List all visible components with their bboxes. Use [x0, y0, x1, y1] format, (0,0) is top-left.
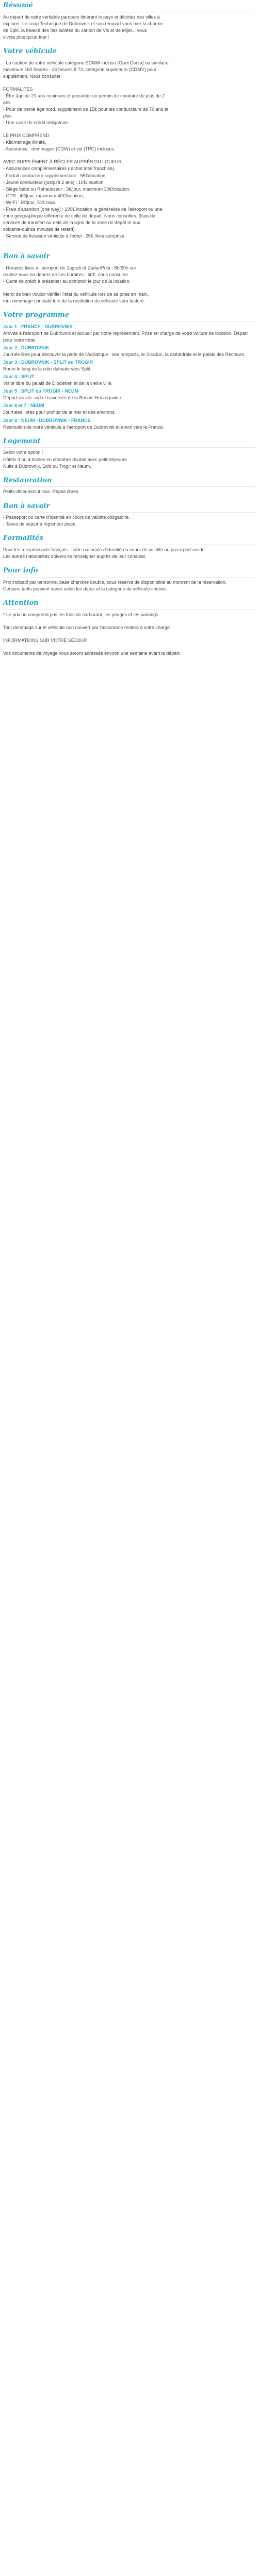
day-title: Jour 5 : SPLIT ou TROGIR - NEUM: [3, 388, 78, 394]
formalites-line: Les autres nationalités doivent se renseigner auprès de leur consulat.: [3, 554, 147, 560]
restauration-line: Petits-déjeuners inclus. Repas libres.: [3, 489, 80, 495]
resume-line: Au départ de cette véritable parcours itinérant le pays et décidez des villes à: [3, 14, 160, 20]
attention-line: [3, 644, 255, 650]
bon-a-savoir-line: - Passeport ou carte d'identité en cours de validité obligatoire.: [3, 515, 130, 520]
section-logement: [3, 437, 255, 470]
attention-line: Tout dommage sur le véhicule non couvert par l'assurance restera à votre charge.: [3, 625, 171, 631]
day-title: Jour 3 : DUBROVNIK - SPLIT ou TROGIR: [3, 360, 93, 365]
resume-line: de Split, la beauté des îles isolées du canton de Vis et de Mljet... vous: [3, 27, 147, 33]
logement-line: Nuits à Dubrovnik, Split ou Trogir et Neum.: [3, 463, 91, 469]
day-desc: Route le long de la côte dalmate vers Split.: [3, 366, 92, 372]
pour-info-line: Prix indicatif par personne, base chambre double, sous réserve de disponibilité au moment de la réservation.: [3, 580, 227, 585]
vehicule-line: - Siège bébé ou Rehausseur : 3€/jour, maximum 30€/location,: [3, 186, 131, 192]
vehicule-line: services de transfert au-delà de la ligne de la zone de dépôt et aux: [3, 219, 140, 225]
section-title-pour-info: Pour info: [3, 566, 255, 578]
vehicule-line: - La caution de votre véhicule catégorie ECMW incluse (Opel Corsa) ou similaire: [3, 60, 169, 65]
vehicule-line: - Forfait conducteur supplémentaire : 55€/location,: [3, 173, 107, 178]
day-item: [3, 374, 255, 387]
bon-a-savoir-line: Merci de bien vouloir vérifier l'état du véhicule lors de sa prise en main,: [3, 291, 149, 297]
pour-info-line: Certains tarifs peuvent varier selon les dates et la catégorie de véhicule choisie.: [3, 586, 167, 592]
section-title-logement: Logement: [3, 437, 255, 448]
section-vehicule: [3, 47, 255, 246]
vehicule-line: [3, 126, 255, 132]
resume-line: vivrez plus qu'un tour !: [3, 34, 50, 40]
logement-line: Selon votre option :: [3, 450, 43, 455]
section-title-formalites: Formalités: [3, 534, 255, 545]
day-item: [3, 324, 255, 344]
vehicule-line: - Service de livraison véhicule à l'hôtel : 25€ /livraison/prise.: [3, 233, 126, 239]
section-title-programme: Votre programme: [3, 311, 255, 322]
day-list: [3, 324, 255, 431]
resume-text: [3, 14, 255, 41]
day-desc: Restitution de votre véhicule à l'aéroport de Dubrovnik et envol vers la France.: [3, 424, 164, 430]
attention-line: Vos documents de voyage vous seront adressés environ une semaine avant le départ.: [3, 651, 181, 656]
vehicule-line: - Wi-Fi : 5€/jour, 51€ max.: [3, 199, 57, 205]
vehicule-line: [3, 152, 255, 159]
vehicule-line: - Pour de trente âge nord. supplément de 15€ pour les conducteurs de 70 ans et: [3, 107, 169, 112]
attention-text: [3, 612, 255, 657]
day-desc: Départ vers le sud et traversée de la Bosnie-Herzégovine.: [3, 395, 123, 401]
day-title: Jour 4 : SPLIT: [3, 374, 35, 380]
day-title: Jour 2 : DUBROVNIK: [3, 345, 50, 351]
section-formalites: [3, 534, 255, 560]
bon-a-savoir-line: rendez-vous en dehors de ces horaires : 40€, nous consulter.: [3, 272, 130, 277]
section-programme: [3, 311, 255, 431]
section-resume: [3, 1, 255, 41]
section-restauration: [3, 476, 255, 496]
vehicule-line: - Une carte de crédit obligatoire: [3, 120, 68, 126]
vehicule-line: plus.: [3, 113, 13, 119]
restauration-text: [3, 488, 255, 495]
vehicule-line: LE PRIX COMPREND: [3, 133, 50, 139]
attention-line: INFORMATIONS SUR VOTRE SÉJOUR: [3, 638, 87, 643]
day-desc: Arrivée à l'aéroport de Dubrovnik et accueil par notre représentant. Prise en charge de votre voiture de location. Départ pour votre hôtel.: [3, 330, 248, 343]
vehicule-line: - Frais d'abandon (one way) : 100€ location la généralisé de l'aéroport ou une: [3, 206, 163, 212]
bon-a-savoir-line: - Taxes de séjour à régler sur place.: [3, 521, 77, 527]
section-bon-a-savoir: [3, 502, 255, 528]
vehicule-line: - Assurance : dommages (CDW) et vol (TPC) incluses.: [3, 146, 116, 152]
vehicule-line: ans: [3, 100, 11, 106]
vehicule-line: - Kilométrage illimité,: [3, 140, 46, 145]
day-item: [3, 359, 255, 372]
section-title-attention: Attention: [3, 599, 255, 610]
vehicule-line: [3, 80, 255, 86]
day-title: Jour 1 : FRANCE - DUBROVNIK: [3, 324, 73, 329]
day-item: [3, 402, 255, 416]
bon-a-savoir-line: - Carte de crédit à présenter au comptoir le jour de la location.: [3, 278, 131, 284]
day-desc: Journée libre pour découvrir la perle de l'Adriatique : ses remparts, le Stradun, la cathédrale et le palais des Recteurs.: [3, 352, 245, 358]
section-pour-info: [3, 566, 255, 592]
bon-a-savoir-line: tout dommage constaté lors de la restitution du véhicule sera facturé.: [3, 298, 146, 304]
section-attention: [3, 599, 255, 657]
bon-a-savoir-line: [3, 285, 255, 291]
section-title-vehicule: Votre véhicule: [3, 47, 255, 58]
bon-a-savoir-text: [3, 514, 255, 528]
logement-line: Hôtels 3 ou 4 étoiles en chambre double avec petit-déjeuner.: [3, 456, 128, 462]
page: [0, 0, 258, 664]
vehicule-line: FORMALITÉS: [3, 87, 33, 92]
bon-a-savoir-line: - Horaires fixes à l'aéroport de Zagreb et Zadar/Pula : 8h/20h sur: [3, 265, 136, 270]
vehicule-line: soixante-quinze minutes de retard),: [3, 226, 76, 232]
vehicule-line: - GPS : 4€/jour, maximum 40€/location,: [3, 193, 84, 198]
day-desc: Visite libre du palais de Dioclétien et de la vieille ville.: [3, 381, 112, 386]
day-item: [3, 388, 255, 401]
vehicule-line: - Assurances complémentaires (rachat total franchise),: [3, 166, 116, 172]
attention-line: [3, 631, 255, 637]
vehicule-line: zone géographique différente de celle de départ. Nous consultes. (frais de: [3, 213, 156, 218]
pour-info-text: [3, 579, 255, 592]
attention-line: * Le prix ne comprend pas les frais de carburant, les péages et les parkings.: [3, 612, 160, 618]
vehicule-text: [3, 60, 255, 246]
vehicule-line: - Jeune conducteur (jusqu'à 2 ans) : 10€/location,: [3, 179, 105, 185]
day-item: [3, 345, 255, 358]
vehicule-line: AVEC SUPPLÉMENT À RÉGLER AUPRÈS DU LOUEUR: [3, 159, 122, 165]
vehicule-line: maximum 160 heures - 24 heures 8 72, catégorie supérieure (CDMV) pour: [3, 66, 157, 72]
bon-a-savoir-top-text: [3, 265, 255, 304]
section-title-resume: Résumé: [3, 1, 255, 12]
day-desc: Journées libres pour profiter de la mer et des environs.: [3, 410, 116, 415]
logement-text: [3, 449, 255, 469]
day-title: Jour 6 et 7 : NEUM: [3, 403, 44, 409]
formalites-text: [3, 547, 255, 560]
section-title-bon-a-savoir: Bon à savoir: [3, 502, 255, 513]
day-item: [3, 417, 255, 431]
section-title-restauration: Restauration: [3, 476, 255, 487]
vehicule-line: supplément. Nous consulter.: [3, 73, 62, 79]
day-title: Jour 8 : NEUM - DUBROVNIK - FRANCE: [3, 417, 91, 423]
resume-line: explorer. Le coup Technique de Dubrovnik et son rempart vous mer la charme: [3, 21, 163, 26]
attention-line: [3, 618, 255, 624]
section-bon-a-savoir-top: [3, 252, 255, 304]
vehicule-line: [3, 240, 255, 246]
vehicule-line: - Être âgé de 21 ans minimum et posséder un permis de conduire de plus de 2: [3, 93, 165, 99]
formalites-line: Pour les ressortissants français : carte nationale d'identité en cours de validité ou passeport valide.: [3, 547, 206, 553]
section-title-bon-a-savoir-top: Bon à savoir: [3, 252, 255, 263]
